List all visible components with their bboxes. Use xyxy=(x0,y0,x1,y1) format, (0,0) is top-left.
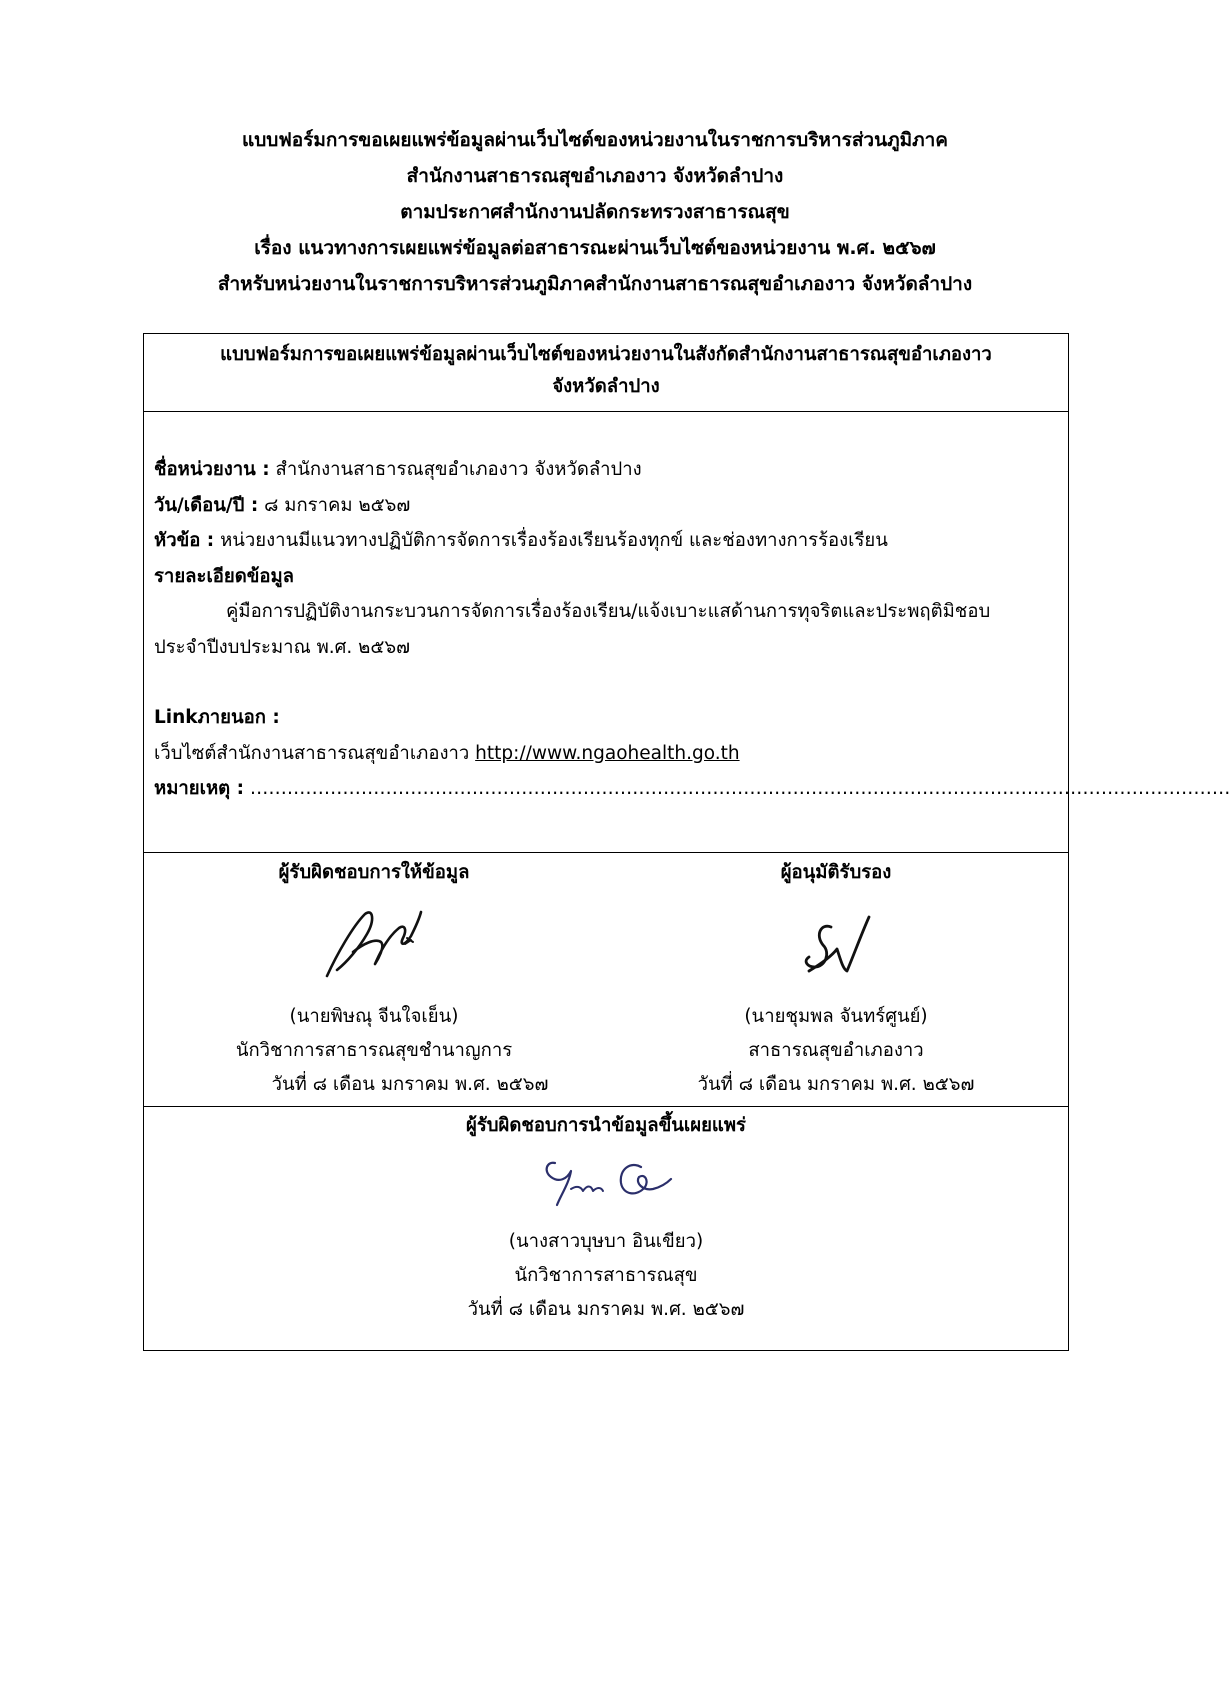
header-line-3: ตามประกาศสำนักงานปลัดกระทรวงสาธารณสุข xyxy=(400,201,790,223)
detail-line-2: ประจำปีงบประมาณ พ.ศ. ๒๕๖๗ xyxy=(154,636,411,658)
approver-signature xyxy=(606,890,1066,1000)
provider-date: วันที่ ๘ เดือน มกราคม พ.ศ. ๒๕๖๗ xyxy=(271,1074,549,1095)
approver-position: สาธารณสุขอำเภองาว xyxy=(748,1040,924,1061)
provider-name: (นายพิษณุ จีนใจเย็น) xyxy=(289,1006,459,1027)
provider-column xyxy=(144,853,604,1102)
publisher-signature xyxy=(144,1143,1068,1225)
publisher-name: (นางสาวบุษบา อินเขียว) xyxy=(508,1231,704,1252)
remark-dots: …………………………………………………………………………………………………………………………………………… xyxy=(249,778,1230,799)
date-value: ๘ มกราคม ๒๕๖๗ xyxy=(264,494,411,516)
publisher-date: วันที่ ๘ เดือน มกราคม พ.ศ. ๒๕๖๗ xyxy=(467,1299,745,1320)
form-title xyxy=(144,334,1068,412)
publisher-role: ผู้รับผิดชอบการนำข้อมูลขึ้นเผยแพร่ xyxy=(466,1115,746,1136)
form-details xyxy=(144,412,1230,853)
provider-position: นักวิชาการสาธารณสุขชำนาญการ xyxy=(235,1040,513,1061)
website-link[interactable]: http://www.ngaohealth.go.th xyxy=(475,742,740,764)
form-title-line-1: แบบฟอร์มการขอเผยแพร่ข้อมูลผ่านเว็บไซต์ของหน่วยงานในสังกัดสำนักงานสาธารณสุขอำเภองาว xyxy=(220,344,992,365)
date-label: วัน/เดือน/ปี : xyxy=(154,494,259,516)
external-link-label: Linkภายนอก : xyxy=(154,707,280,728)
approval-section xyxy=(144,853,1068,1107)
approver-name: (นายชุมพล จันทร์ศูนย์) xyxy=(744,1006,928,1027)
website-row xyxy=(154,736,1058,772)
detail-line-1: คู่มือการปฏิบัติงานกระบวนการจัดการเรื่องร้องเรียน/แจ้งเบาะแสด้านการทุจริตและประพฤติมิชอบ xyxy=(226,601,991,622)
topic-value: หน่วยงานมีแนวทางปฏิบัติการจัดการเรื่องร้องเรียนร้องทุกข์ และช่องทางการร้องเรียน xyxy=(220,530,888,551)
approver-date: วันที่ ๘ เดือน มกราคม พ.ศ. ๒๕๖๗ xyxy=(697,1074,975,1095)
date-row xyxy=(154,488,1058,524)
request-form xyxy=(143,333,1230,1351)
spacer xyxy=(154,665,1058,700)
header-line-5: สำหรับหน่วยงานในราชการบริหารส่วนภูมิภาคสำนักงานสาธารณสุขอำเภองาว จังหวัดลำปาง xyxy=(217,273,973,295)
topic-row xyxy=(154,523,1058,559)
remark-row xyxy=(154,771,1230,807)
header-line-1: แบบฟอร์มการขอเผยแพร่ข้อมูลผ่านเว็บไซต์ของหน่วยงานในราชการบริหารส่วนภูมิภาค xyxy=(241,129,949,151)
topic-label: หัวข้อ : xyxy=(154,530,215,551)
agency-label: ชื่อหน่วยงาน : xyxy=(154,459,270,480)
approver-column xyxy=(606,853,1066,1102)
publisher-position: นักวิชาการสาธารณสุข xyxy=(514,1265,698,1286)
approver-role: ผู้อนุมัติรับรอง xyxy=(780,862,892,883)
form-title-line-2: จังหวัดลำปาง xyxy=(552,376,660,397)
remark-label: หมายเหตุ : xyxy=(154,778,244,799)
website-prefix: เว็บไซต์สำนักงานสาธารณสุขอำเภองาว xyxy=(154,742,470,764)
agency-row xyxy=(154,452,1058,488)
provider-role: ผู้รับผิดชอบการให้ข้อมูล xyxy=(278,862,470,883)
detail-label: รายละเอียดข้อมูล xyxy=(154,565,295,587)
publisher-section xyxy=(144,1109,1068,1327)
header-line-4: เรื่อง แนวทางการเผยแพร่ข้อมูลต่อสาธารณะผ่านเว็บไซต์ของหน่วยงาน พ.ศ. ๒๕๖๗ xyxy=(254,237,936,259)
provider-signature xyxy=(144,890,604,1000)
agency-value: สำนักงานสาธารณสุขอำเภองาว จังหวัดลำปาง xyxy=(275,459,642,480)
document-header xyxy=(0,122,1190,302)
header-line-2: สำนักงานสาธารณสุขอำเภองาว จังหวัดลำปาง xyxy=(406,165,784,187)
